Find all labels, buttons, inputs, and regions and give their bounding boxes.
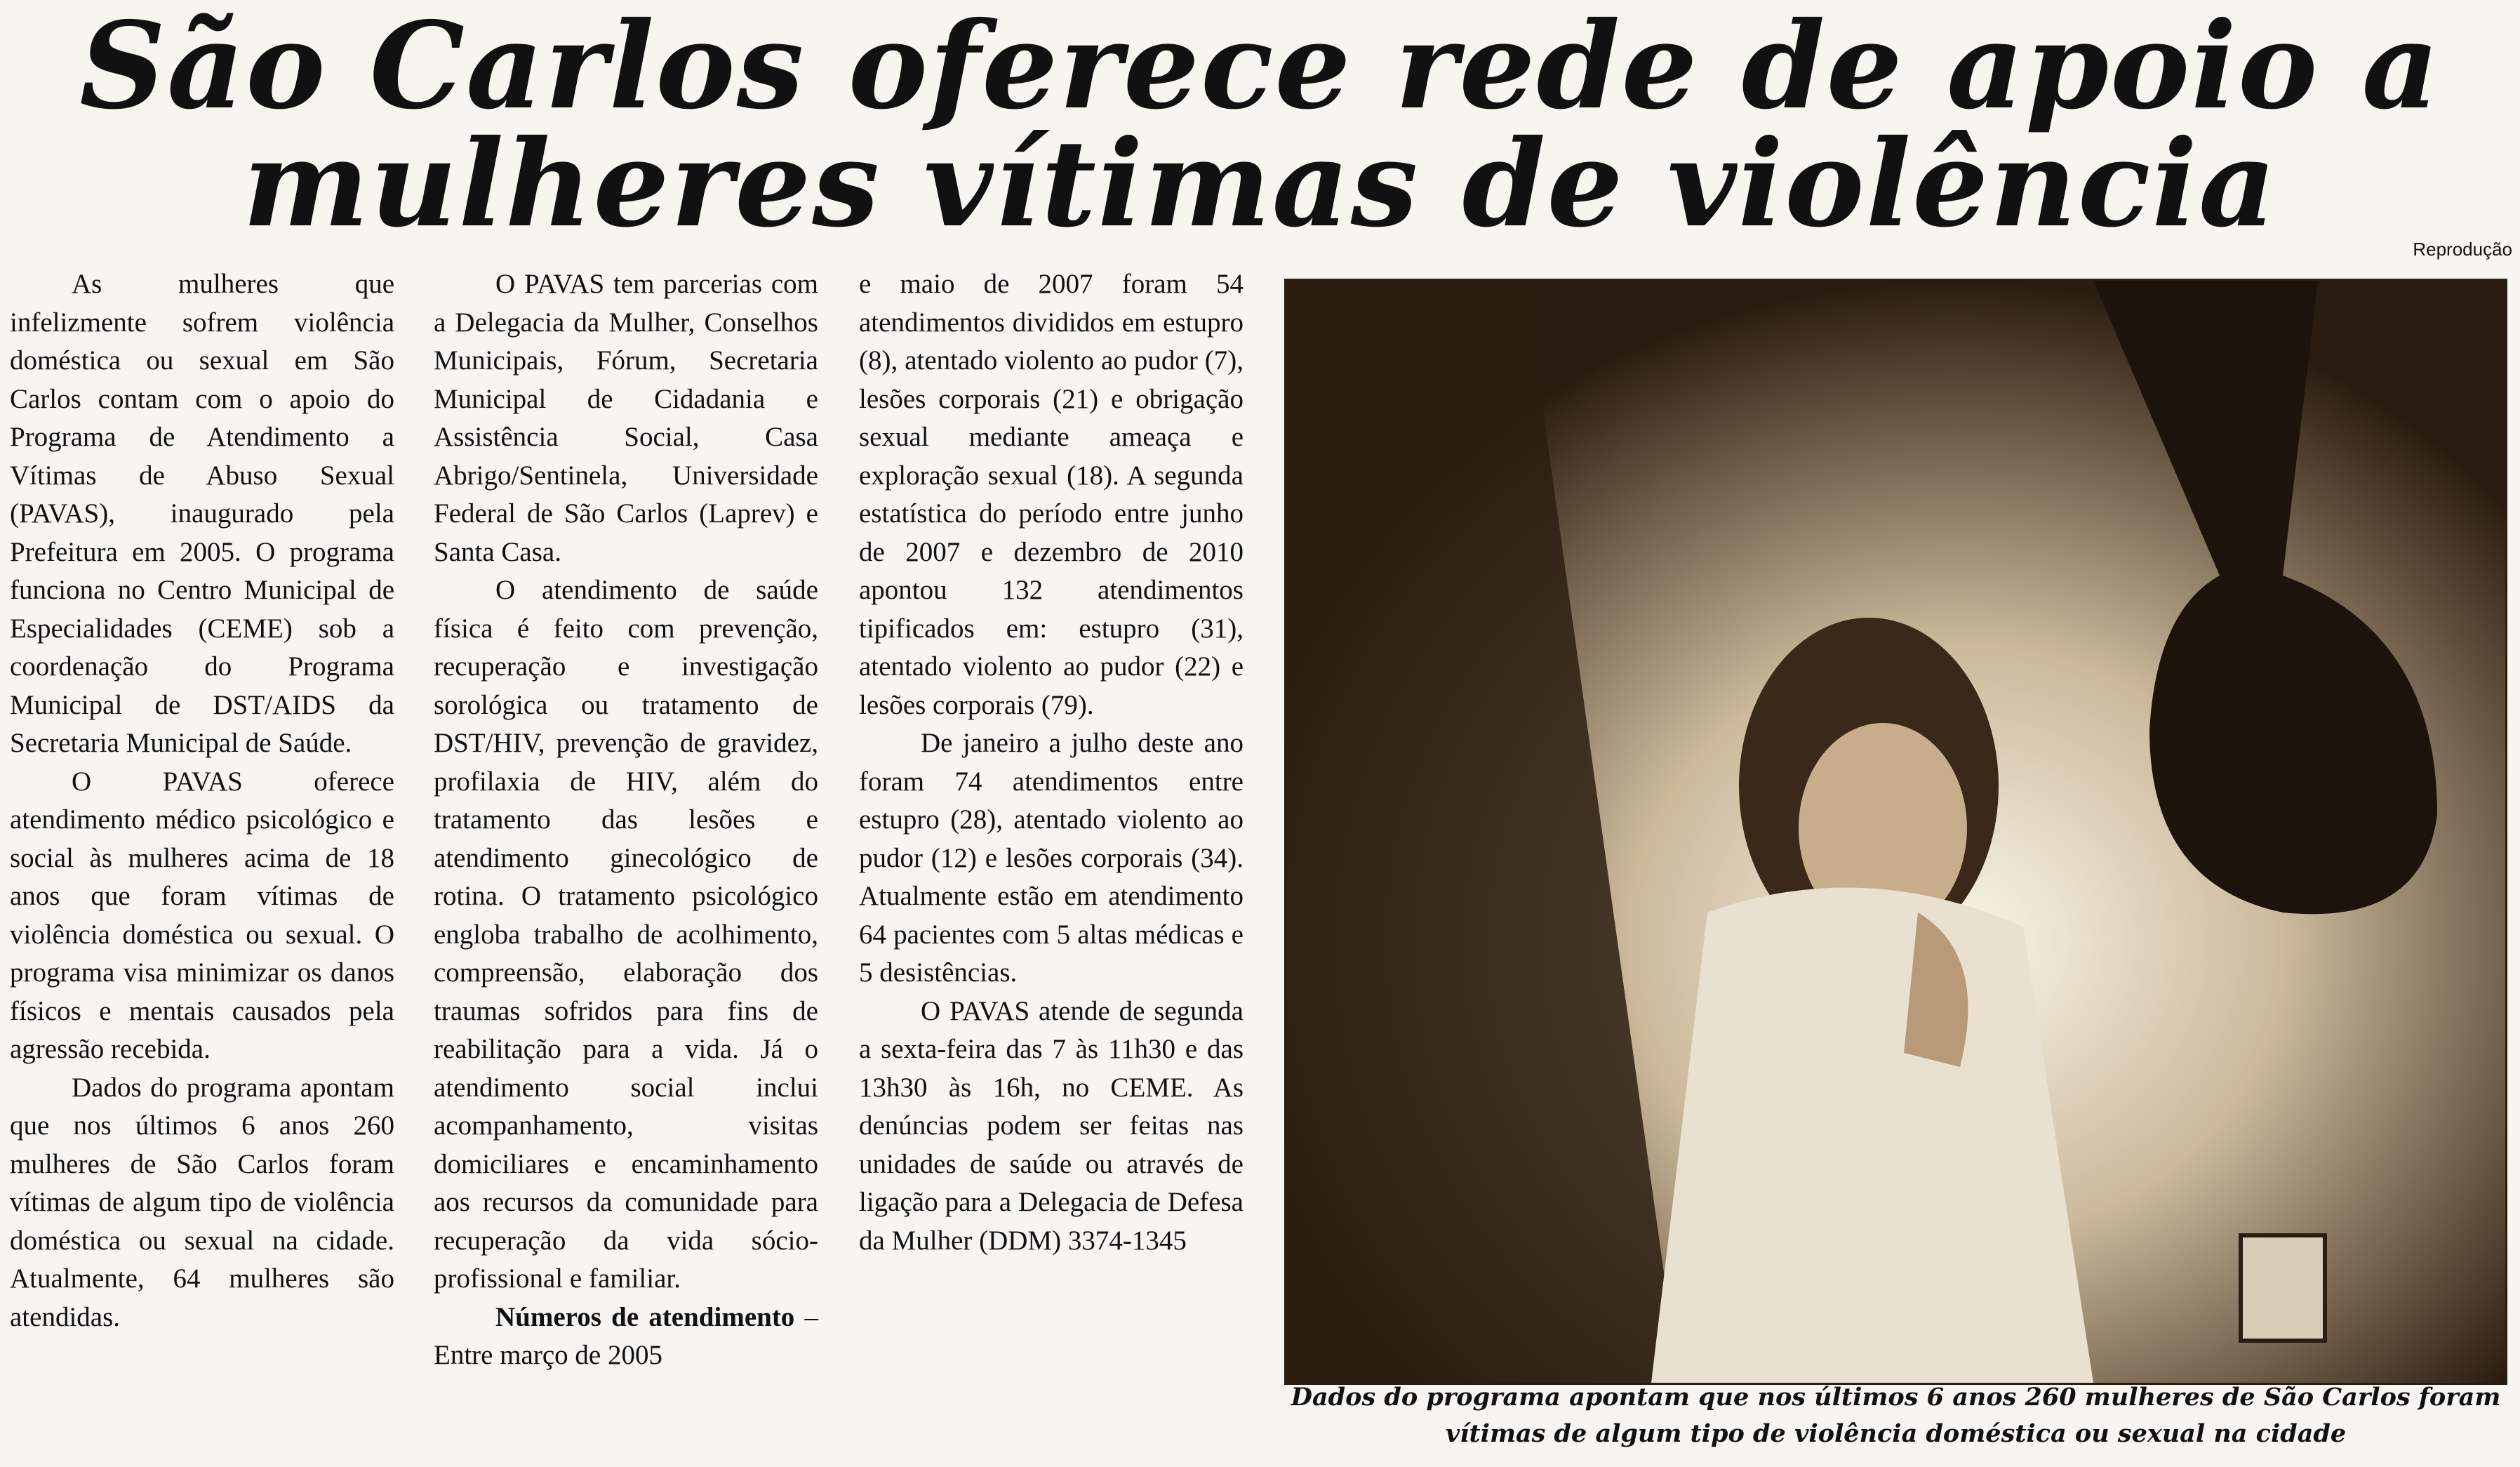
paragraph: As mulheres que infelizmente sofrem violência doméstica ou sexual em São Carlos contam com o apoio do Programa de Atendimento a Vítimas de Abuso Sexual (PAVAS), inaugurado pela Prefeitura em 2005. O programa funciona no Centro Municipal de Especialidades (CEME) sob a coordenação do Programa Municipal de DST/AIDS da Secretaria Municipal de Saúde. — [10, 269, 394, 758]
paragraph: O PAVAS oferece atendimento médico psicológico e social às mulheres acima de 18 anos que foram vítimas de violência doméstica ou sexual. O programa visa minimizar os danos físicos e mentais causados pela agressão recebida. — [10, 766, 394, 1064]
subhead-text: – Entre março de 2005 — [434, 1301, 819, 1370]
headline-line-2: mulheres vítimas de violência — [242, 114, 2278, 254]
article-column-3 — [859, 265, 1244, 1260]
photo-illustration — [1286, 281, 2505, 1383]
article-column-1 — [10, 265, 394, 1336]
subhead-paragraph — [434, 1299, 818, 1375]
subhead: Números de atendimento — [495, 1301, 795, 1332]
photo-credit: Reprodução — [2413, 239, 2512, 260]
paragraph: De janeiro a julho deste ano foram 74 atendimentos entre estupro (28), atentado violento ao pudor (12) e lesões corporais (34). Atualmente estão em atendimento 64 pacientes com 5 altas médicas e 5 desistências. — [859, 728, 1244, 988]
photo-caption: Dados do programa apontam que nos últimos 6 anos 260 mulheres de São Carlos foram vítimas de algum tipo de violência doméstica ou sexual na cidade — [1291, 1383, 2501, 1448]
paragraph: e maio de 2007 foram 54 atendimentos divididos em estupro (8), atentado violento ao pudor (7), lesões corporais (21) e obrigação sexual mediante ameaça e exploração sexual (18). A segunda estatística do período entre junho de 2007 e dezembro de 2010 apontou 132 atendimentos tipificados em: estupro (31), atentado violento ao pudor (22) e lesões corporais (79). — [859, 269, 1244, 720]
paragraph: O PAVAS atende de segunda a sexta-feira das 7 às 11h30 e das 13h30 às 16h, no CEME. As denúncias podem ser feitas nas unidades de saúde ou através de ligação para a Delegacia de Defesa da Mulher (DDM) 3374-1345 — [859, 995, 1244, 1256]
article-column-2 — [434, 265, 818, 1375]
paragraph: O atendimento de saúde física é feito com prevenção, recuperação e investigação sorológica ou tratamento de DST/HIV, prevenção de gravidez, profilaxia de HIV, além do tratamento das lesões e atendimento ginecológico de rotina. O tratamento psicológico engloba trabalho de acolhimento, compreensão, elaboração dos traumas sofridos para fins de reabilitação para a vida. Já o atendimento social inclui acompanhamento, visitas domiciliares e encaminhamento aos recursos da comunidade para recuperação da vida sócio-profissional e familiar. — [434, 575, 818, 1294]
headline-line-1: São Carlos oferece rede de apoio a — [79, 0, 2441, 136]
paragraph: O PAVAS tem parcerias com a Delegacia da Mulher, Conselhos Municipais, Fórum, Secretaria Municipal de Cidadania e Assistência Social, Casa Abrigo/Sentinela, Universidade Federal de São Carlos (Laprev) e Santa Casa. — [434, 269, 818, 567]
paragraph: Dados do programa apontam que nos últimos 6 anos 260 mulheres de São Carlos foram vítimas de algum tipo de violência doméstica ou sexual na cidade. Atualmente, 64 mulheres são atendidas. — [10, 1072, 394, 1332]
article-photo — [1286, 281, 2505, 1383]
